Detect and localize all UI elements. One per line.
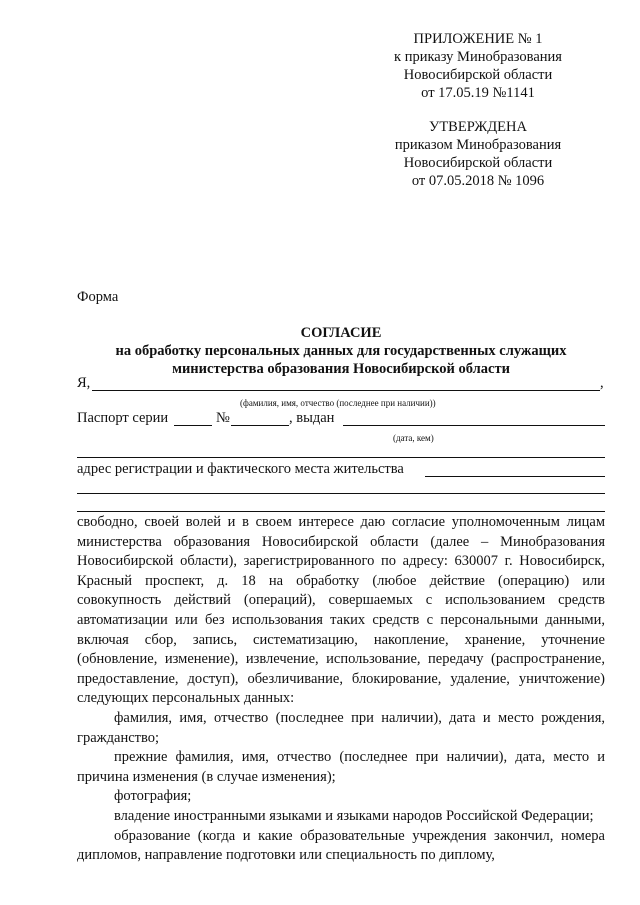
issued-by-field[interactable] — [343, 425, 605, 426]
date-hint: (дата, кем) — [393, 433, 434, 443]
data-item-5: образование (когда и какие образовательные учреждения закончил, номера дипломов, направление подготовки или специальность по диплому, — [77, 827, 605, 864]
address-line-3[interactable] — [77, 511, 605, 512]
data-item-1: фамилия, имя, отчество (последнее при наличии), дата и место рождения, гражданство; — [77, 709, 605, 746]
appendix-line-4: от 17.05.19 №1141 — [421, 85, 535, 101]
address-label: адрес регистрации и фактического места жительства — [77, 461, 404, 477]
passport-series-field[interactable] — [174, 425, 212, 426]
title-line-3: министерства образования Новосибирской области — [172, 361, 510, 377]
consent-main-paragraph: свободно, своей волей и в своем интересе даю согласие уполномоченным лицам министерства образования Новосибирской области (далее – Минобразования Новосибирской области), зарегистрированного по адресу: 630007 г. Новосибирск, Красный проспект, д. 18 на обработку (любое действие (операцию) или совокупность действий (операций), совершаемых с использованием средств автоматизации или без использования таких средств с персональными данными, включая сбор, запись, систематизацию, накопление, хранение, уточнение (обновление, изменение), извлечение, использование, передачу (распространение, предоставление, доступ), обезличивание, блокирование, удаление, уничтожение) следующих персональных данных: — [77, 514, 605, 707]
title-line-1: СОГЛАСИЕ — [300, 325, 382, 341]
appendix-line-2: к приказу Минобразования — [394, 49, 562, 65]
approved-title: УТВЕРЖДЕНА — [429, 119, 527, 135]
appendix-line-3: Новосибирской области — [403, 67, 553, 83]
appendix-header — [360, 30, 596, 102]
passport-number-label: № — [216, 410, 230, 426]
data-item-2: прежние фамилия, имя, отчество (последнее при наличии), дата, место и причина изменения (в случае изменения); — [77, 749, 605, 785]
document-title — [77, 324, 605, 378]
appendix-title: ПРИЛОЖЕНИЕ № 1 — [413, 31, 543, 47]
i-end-comma: , — [600, 375, 604, 391]
issued-by-continued-field[interactable] — [77, 457, 605, 458]
form-label: Форма — [77, 289, 119, 305]
approved-line-2: приказом Минобразования — [394, 137, 562, 153]
consent-body — [77, 513, 605, 866]
address-field[interactable] — [425, 476, 605, 477]
passport-number-field[interactable] — [231, 425, 289, 426]
name-hint: (фамилия, имя, отчество (последнее при наличии)) — [240, 398, 436, 408]
approved-header — [360, 118, 596, 190]
data-item-4: владение иностранными языками и языками народов Российской Федерации; — [114, 807, 594, 824]
approved-line-3: Новосибирской области — [403, 155, 553, 171]
i-label: Я, — [77, 375, 91, 391]
address-line-2[interactable] — [77, 493, 605, 494]
issued-label: , выдан — [289, 410, 335, 426]
full-name-field[interactable] — [92, 390, 600, 391]
passport-label: Паспорт серии — [77, 410, 169, 426]
data-item-3: фотография; — [114, 788, 192, 805]
title-line-2: на обработку персональных данных для государственных служащих — [115, 343, 567, 359]
approved-line-4: от 07.05.2018 № 1096 — [411, 173, 545, 189]
